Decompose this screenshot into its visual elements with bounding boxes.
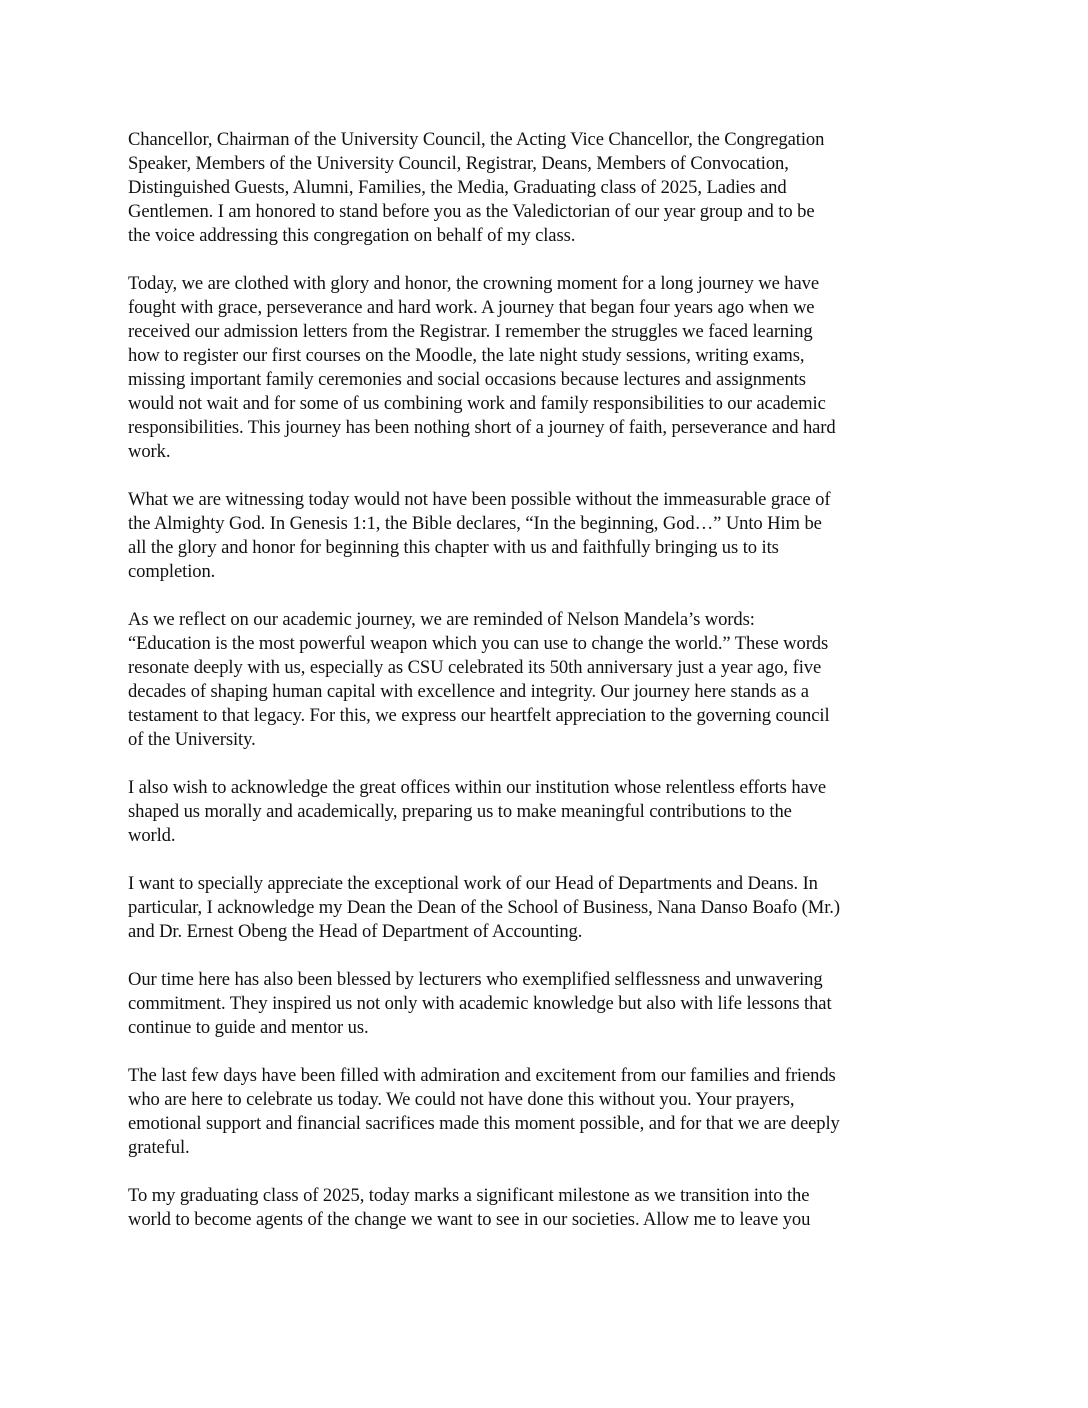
text-line: emotional support and financial sacrifices made this moment possible, and for that we are deeply — [128, 1113, 840, 1134]
text-line: I want to specially appreciate the exceptional work of our Head of Departments and Deans. In — [128, 873, 818, 894]
text-line: What we are witnessing today would not have been possible without the immeasurable grace of — [128, 489, 831, 510]
paragraph — [128, 128, 968, 248]
text-line: The last few days have been filled with admiration and excitement from our families and friends — [128, 1065, 836, 1086]
paragraph — [128, 968, 968, 1040]
text-line: Speaker, Members of the University Council, Registrar, Deans, Members of Convocation, — [128, 153, 789, 174]
text-line: would not wait and for some of us combining work and family responsibilities to our academic — [128, 393, 826, 414]
text-line: world. — [128, 825, 176, 846]
text-line: grateful. — [128, 1137, 190, 1158]
text-line: To my graduating class of 2025, today marks a significant milestone as we transition into the — [128, 1185, 810, 1206]
text-line: I also wish to acknowledge the great offices within our institution whose relentless efforts have — [128, 777, 827, 798]
paragraph — [128, 608, 968, 752]
text-line: commitment. They inspired us not only with academic knowledge but also with life lessons that — [128, 993, 832, 1014]
text-line: completion. — [128, 561, 216, 582]
text-line: the Almighty God. In Genesis 1:1, the Bible declares, “In the beginning, God…” Unto Him be — [128, 513, 822, 534]
text-line: fought with grace, perseverance and hard work. A journey that began four years ago when we — [128, 297, 815, 318]
text-line: who are here to celebrate us today. We could not have done this without you. Your prayers, — [128, 1089, 795, 1110]
text-line: Today, we are clothed with glory and honor, the crowning moment for a long journey we have — [128, 273, 820, 294]
paragraph — [128, 1184, 968, 1232]
text-line: “Education is the most powerful weapon which you can use to change the world.” These words — [128, 633, 829, 654]
text-line: Chancellor, Chairman of the University Council, the Acting Vice Chancellor, the Congregation — [128, 129, 825, 150]
text-line: As we reflect on our academic journey, we are reminded of Nelson Mandela’s words: — [128, 609, 755, 630]
text-line: of the University. — [128, 729, 256, 750]
text-line: shaped us morally and academically, preparing us to make meaningful contributions to the — [128, 801, 792, 822]
text-line: received our admission letters from the Registrar. I remember the struggles we faced learning — [128, 321, 813, 342]
text-line: Our time here has also been blessed by lecturers who exemplified selflessness and unwavering — [128, 969, 823, 990]
paragraph — [128, 488, 968, 584]
text-line: resonate deeply with us, especially as CSU celebrated its 50th anniversary just a year ago, five — [128, 657, 822, 678]
text-line: responsibilities. This journey has been nothing short of a journey of faith, perseverance and hard — [128, 417, 836, 438]
text-line: particular, I acknowledge my Dean the Dean of the School of Business, Nana Danso Boafo (Mr.) — [128, 897, 840, 918]
paragraph — [128, 872, 968, 944]
text-line: decades of shaping human capital with excellence and integrity. Our journey here stands as a — [128, 681, 809, 702]
paragraph — [128, 272, 968, 464]
text-line: Distinguished Guests, Alumni, Families, the Media, Graduating class of 2025, Ladies and — [128, 177, 787, 198]
text-line: and Dr. Ernest Obeng the Head of Department of Accounting. — [128, 921, 583, 942]
text-line: the voice addressing this congregation on behalf of my class. — [128, 225, 576, 246]
text-line: Gentlemen. I am honored to stand before you as the Valedictorian of our year group and to be — [128, 201, 815, 222]
text-line: how to register our first courses on the Moodle, the late night study sessions, writing exams, — [128, 345, 805, 366]
text-line: world to become agents of the change we want to see in our societies. Allow me to leave you — [128, 1209, 811, 1230]
document-body — [128, 128, 968, 1256]
text-line: continue to guide and mentor us. — [128, 1017, 369, 1038]
paragraph — [128, 1064, 968, 1160]
text-line: work. — [128, 441, 171, 462]
text-line: missing important family ceremonies and social occasions because lectures and assignments — [128, 369, 806, 390]
text-line: testament to that legacy. For this, we express our heartfelt appreciation to the governing council — [128, 705, 830, 726]
text-line: all the glory and honor for beginning this chapter with us and faithfully bringing us to its — [128, 537, 779, 558]
paragraph — [128, 776, 968, 848]
